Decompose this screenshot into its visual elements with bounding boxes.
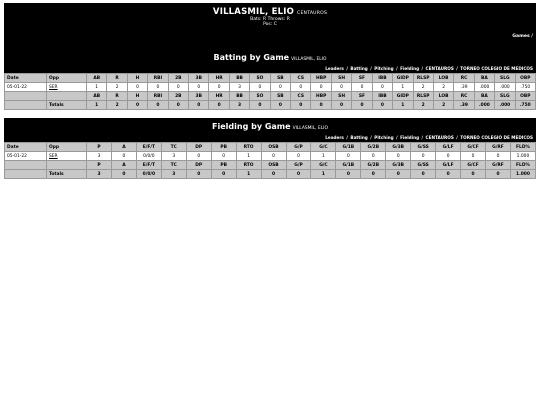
batting-col-header: OBP bbox=[515, 74, 535, 83]
fielding-total-cell: 0 bbox=[436, 170, 461, 179]
batting-col-header: BA bbox=[474, 92, 494, 101]
batting-table bbox=[4, 73, 536, 110]
fielding-cell: 1.000 bbox=[510, 152, 535, 161]
batting-col-header: SF bbox=[352, 74, 372, 83]
fielding-total-cell: 0 bbox=[211, 170, 236, 179]
batting-total-cell: Totals bbox=[47, 101, 87, 110]
batting-total-cell: 0 bbox=[209, 101, 229, 110]
batting-col-header: H bbox=[127, 74, 147, 83]
batting-header-row bbox=[5, 74, 536, 83]
batting-cell: 0 bbox=[352, 83, 372, 92]
batting-total-cell: 0 bbox=[270, 101, 290, 110]
fielding-cell: 3 bbox=[87, 152, 112, 161]
fielding-totals-row bbox=[5, 170, 536, 179]
batting-total-cell: 0 bbox=[189, 101, 209, 110]
batting-col-header: IBB bbox=[372, 92, 392, 101]
fielding-col-header: G/RF bbox=[486, 143, 511, 152]
fielding-col-header: RTO bbox=[236, 143, 261, 152]
batting-cell: 0 bbox=[291, 83, 311, 92]
fielding-col-header: E/F/T bbox=[136, 161, 161, 170]
table-row bbox=[5, 83, 536, 92]
fielding-cell: 0 bbox=[411, 152, 436, 161]
batting-total-cell: 2 bbox=[107, 101, 127, 110]
fielding-col-header: G/SS bbox=[411, 143, 436, 152]
fielding-cell: 0 bbox=[111, 152, 136, 161]
fielding-col-header: RTO bbox=[236, 161, 261, 170]
batting-total-cell: 2 bbox=[433, 101, 453, 110]
fielding-total-cell: 0 bbox=[336, 170, 361, 179]
fielding-total-cell: 0/0/0 bbox=[136, 170, 161, 179]
nav-link-tournament[interactable]: TORNEO COLEGIO DE MEDICOS bbox=[460, 135, 533, 140]
fielding-col-header: FLD% bbox=[510, 143, 535, 152]
batting-col-header: SO bbox=[250, 74, 270, 83]
fielding-total-cell: 0 bbox=[386, 170, 411, 179]
player-info bbox=[4, 17, 536, 27]
fielding-col-header: G/1B bbox=[336, 143, 361, 152]
batting-cell: 2 bbox=[413, 83, 433, 92]
batting-title bbox=[4, 53, 536, 62]
fielding-col-header: FLD% bbox=[510, 161, 535, 170]
batting-col-header: SF bbox=[352, 92, 372, 101]
fielding-col-header bbox=[47, 161, 87, 170]
nav-link-fielding[interactable]: Fielding bbox=[400, 66, 420, 71]
fielding-cell: 0 bbox=[386, 152, 411, 161]
batting-cell: 0 bbox=[372, 83, 392, 92]
batting-cell: 2 bbox=[107, 83, 127, 92]
batting-total-cell: 1 bbox=[393, 101, 413, 110]
batting-col-header: RLSP bbox=[413, 92, 433, 101]
batting-col-header: SH bbox=[331, 74, 351, 83]
fielding-col-header: G/C bbox=[311, 161, 336, 170]
batting-col-header: RC bbox=[454, 92, 474, 101]
batting-col-header: Date bbox=[5, 74, 47, 83]
nav-link-leaders[interactable]: Leaders bbox=[325, 135, 344, 140]
fielding-col-header: DP bbox=[186, 143, 211, 152]
fielding-total-cell: 0 bbox=[411, 170, 436, 179]
player-name: VILLASMIL, ELIO bbox=[212, 7, 295, 17]
batting-col-header: GIDP bbox=[393, 74, 413, 83]
batting-totals-header-row bbox=[5, 92, 536, 101]
batting-total-cell: 0 bbox=[311, 101, 331, 110]
batting-cell: .000 bbox=[495, 83, 515, 92]
batting-total-cell: 0 bbox=[372, 101, 392, 110]
fielding-cell: 0 bbox=[436, 152, 461, 161]
fielding-cell: 1 bbox=[311, 152, 336, 161]
batting-col-header: CS bbox=[291, 74, 311, 83]
fielding-col-header: Opp bbox=[47, 143, 87, 152]
batting-cell: 0 bbox=[311, 83, 331, 92]
fielding-total-cell: 3 bbox=[87, 170, 112, 179]
nav-link-tournament[interactable]: TORNEO COLEGIO DE MEDICOS bbox=[460, 66, 533, 71]
fielding-total-cell: 0 bbox=[486, 170, 511, 179]
fielding-col-header: TC bbox=[161, 143, 186, 152]
fielding-col-header: A bbox=[111, 143, 136, 152]
bats-throws: Bats: R Throws: R bbox=[250, 17, 290, 22]
batting-cell: 0 bbox=[270, 83, 290, 92]
fielding-col-header: G/LF bbox=[436, 143, 461, 152]
batting-cell: .39 bbox=[454, 83, 474, 92]
batting-cell: 0 bbox=[127, 83, 147, 92]
batting-nav-links: Leaders / Batting / Pitching / Fielding / CENTAUROS / TORNEO COLEGIO DE MEDICOS bbox=[325, 66, 533, 71]
batting-cell: 0 bbox=[148, 83, 168, 92]
batting-col-header bbox=[47, 92, 87, 101]
batting-col-header: AB bbox=[87, 92, 107, 101]
player-header bbox=[4, 3, 536, 49]
nav-link-fielding[interactable]: Fielding bbox=[400, 135, 420, 140]
batting-total-cell: 0 bbox=[250, 101, 270, 110]
batting-total-cell: 1 bbox=[87, 101, 107, 110]
batting-col-header: SB bbox=[270, 92, 290, 101]
fielding-header-row bbox=[5, 143, 536, 152]
batting-cell: 05-01-22 bbox=[5, 83, 47, 92]
fielding-cell: 0 bbox=[461, 152, 486, 161]
batting-col-header: 3B bbox=[189, 92, 209, 101]
nav-link-pitching[interactable]: Pitching bbox=[374, 135, 394, 140]
fielding-col-header: G/P bbox=[286, 161, 311, 170]
batting-col-header: HBP bbox=[311, 92, 331, 101]
nav-link-team[interactable]: CENTAUROS bbox=[425, 66, 454, 71]
fielding-total-cell: 0 bbox=[186, 170, 211, 179]
batting-total-cell: 0 bbox=[127, 101, 147, 110]
fielding-cell: 0 bbox=[361, 152, 386, 161]
batting-col-header: HR bbox=[209, 74, 229, 83]
batting-col-header: BB bbox=[229, 74, 249, 83]
batting-col-header: Opp bbox=[47, 74, 87, 83]
nav-link-batting[interactable]: Batting bbox=[350, 135, 368, 140]
batting-col-header: RLSP bbox=[413, 74, 433, 83]
fielding-col-header: OSB bbox=[261, 143, 286, 152]
batting-cell: 1 bbox=[87, 83, 107, 92]
fielding-col-header: G/C bbox=[311, 143, 336, 152]
fielding-col-header: G/CF bbox=[461, 161, 486, 170]
batting-total-cell: 2 bbox=[413, 101, 433, 110]
batting-section-header bbox=[4, 49, 536, 73]
fielding-col-header: E/F/T bbox=[136, 143, 161, 152]
batting-col-header: CS bbox=[291, 92, 311, 101]
fielding-col-header: DP bbox=[186, 161, 211, 170]
batting-cell: 0 bbox=[209, 83, 229, 92]
fielding-col-header: PB bbox=[211, 161, 236, 170]
games-link[interactable]: Games / bbox=[512, 34, 533, 39]
fielding-total-cell: 1 bbox=[236, 170, 261, 179]
fielding-col-header bbox=[5, 161, 47, 170]
fielding-col-header: G/1B bbox=[336, 161, 361, 170]
fielding-col-header: G/RF bbox=[486, 161, 511, 170]
batting-col-header: 2B bbox=[168, 92, 188, 101]
batting-cell: 0 bbox=[168, 83, 188, 92]
batting-col-header: IBB bbox=[372, 74, 392, 83]
batting-cell: 0 bbox=[250, 83, 270, 92]
batting-col-header: RC bbox=[454, 74, 474, 83]
fielding-col-header: Date bbox=[5, 143, 47, 152]
fielding-col-header: OSB bbox=[261, 161, 286, 170]
opponent-link[interactable]: SER bbox=[47, 83, 87, 92]
batting-col-header: 2B bbox=[168, 74, 188, 83]
fielding-col-header: G/P bbox=[286, 143, 311, 152]
batting-col-header: HR bbox=[209, 92, 229, 101]
fielding-total-cell: 1 bbox=[311, 170, 336, 179]
batting-total-cell: 0 bbox=[352, 101, 372, 110]
fielding-total-cell: 0 bbox=[461, 170, 486, 179]
fielding-cell: 0 bbox=[261, 152, 286, 161]
fielding-total-cell: 0 bbox=[361, 170, 386, 179]
fielding-subtitle: VILLASMIL, ELIO bbox=[292, 126, 328, 131]
nav-link-leaders[interactable]: Leaders bbox=[325, 66, 344, 71]
fielding-title bbox=[4, 122, 536, 131]
fielding-col-header: G/SS bbox=[411, 161, 436, 170]
batting-col-header: GIDP bbox=[393, 92, 413, 101]
batting-col-header: R bbox=[107, 74, 127, 83]
batting-col-header: OBP bbox=[515, 92, 535, 101]
fielding-cell: 05-01-22 bbox=[5, 152, 47, 161]
batting-col-header: SLG bbox=[495, 92, 515, 101]
fielding-cell: 3 bbox=[161, 152, 186, 161]
position: Pos: C bbox=[263, 22, 277, 27]
batting-cell: .750 bbox=[515, 83, 535, 92]
batting-cell: 3 bbox=[229, 83, 249, 92]
fielding-total-cell: 0 bbox=[261, 170, 286, 179]
batting-total-cell: .750 bbox=[515, 101, 535, 110]
batting-col-header: 3B bbox=[189, 74, 209, 83]
batting-cell: 0 bbox=[331, 83, 351, 92]
batting-col-header: SLG bbox=[495, 74, 515, 83]
fielding-cell: 1 bbox=[236, 152, 261, 161]
fielding-col-header: G/3B bbox=[386, 161, 411, 170]
fielding-total-cell: 0 bbox=[111, 170, 136, 179]
fielding-cell: 0 bbox=[336, 152, 361, 161]
fielding-total-cell: Totals bbox=[47, 170, 87, 179]
batting-col-header: LOB bbox=[433, 74, 453, 83]
batting-col-header: BB bbox=[229, 92, 249, 101]
batting-totals-row bbox=[5, 101, 536, 110]
fielding-col-header: P bbox=[87, 161, 112, 170]
fielding-cell: 0 bbox=[486, 152, 511, 161]
opponent-link[interactable]: SER bbox=[47, 152, 87, 161]
batting-col-header: H bbox=[127, 92, 147, 101]
batting-col-header: RBI bbox=[148, 92, 168, 101]
fielding-cell: 0 bbox=[186, 152, 211, 161]
batting-col-header: SO bbox=[250, 92, 270, 101]
batting-total-cell bbox=[5, 101, 47, 110]
batting-col-header: SH bbox=[331, 92, 351, 101]
fielding-cell: 0 bbox=[211, 152, 236, 161]
fielding-col-header: G/2B bbox=[361, 161, 386, 170]
batting-total-cell: 3 bbox=[229, 101, 249, 110]
batting-total-cell: 0 bbox=[148, 101, 168, 110]
fielding-total-cell: 0 bbox=[286, 170, 311, 179]
batting-total-cell: .000 bbox=[474, 101, 494, 110]
fielding-total-cell bbox=[5, 170, 47, 179]
fielding-col-header: PB bbox=[211, 143, 236, 152]
batting-total-cell: 0 bbox=[291, 101, 311, 110]
fielding-cell: 0/0/0 bbox=[136, 152, 161, 161]
batting-col-header: LOB bbox=[433, 92, 453, 101]
player-title bbox=[4, 7, 536, 17]
batting-col-header: R bbox=[107, 92, 127, 101]
fielding-totals-header-row bbox=[5, 161, 536, 170]
fielding-cell: 0 bbox=[286, 152, 311, 161]
table-row bbox=[5, 152, 536, 161]
page bbox=[4, 3, 536, 179]
batting-col-header: HBP bbox=[311, 74, 331, 83]
batting-cell: .000 bbox=[474, 83, 494, 92]
fielding-title-text: Fielding by Game bbox=[212, 122, 291, 131]
fielding-total-cell: 3 bbox=[161, 170, 186, 179]
batting-col-header: SB bbox=[270, 74, 290, 83]
section-gap bbox=[4, 110, 536, 118]
batting-cell: 0 bbox=[189, 83, 209, 92]
batting-col-header: RBI bbox=[148, 74, 168, 83]
batting-cell: 2 bbox=[433, 83, 453, 92]
batting-total-cell: .000 bbox=[495, 101, 515, 110]
fielding-col-header: G/3B bbox=[386, 143, 411, 152]
fielding-nav-links: Leaders / Batting / Pitching / Fielding / CENTAUROS / TORNEO COLEGIO DE MEDICOS bbox=[325, 135, 533, 140]
fielding-col-header: G/LF bbox=[436, 161, 461, 170]
batting-col-header: AB bbox=[87, 74, 107, 83]
fielding-total-cell: 1.000 bbox=[510, 170, 535, 179]
batting-total-cell: .39 bbox=[454, 101, 474, 110]
fielding-table bbox=[4, 142, 536, 179]
fielding-col-header: A bbox=[111, 161, 136, 170]
batting-subtitle: VILLASMIL, ELIO bbox=[291, 57, 327, 62]
player-team[interactable]: CENTAUROS bbox=[297, 11, 328, 16]
nav-link-pitching[interactable]: Pitching bbox=[374, 66, 394, 71]
fielding-col-header: P bbox=[87, 143, 112, 152]
fielding-col-header: TC bbox=[161, 161, 186, 170]
batting-col-header bbox=[5, 92, 47, 101]
nav-link-team[interactable]: CENTAUROS bbox=[425, 135, 454, 140]
fielding-section-header bbox=[4, 118, 536, 142]
batting-col-header: BA bbox=[474, 74, 494, 83]
batting-total-cell: 0 bbox=[331, 101, 351, 110]
batting-total-cell: 0 bbox=[168, 101, 188, 110]
batting-cell: 1 bbox=[393, 83, 413, 92]
fielding-col-header: G/2B bbox=[361, 143, 386, 152]
batting-title-text: Batting by Game bbox=[213, 53, 290, 62]
fielding-col-header: G/CF bbox=[461, 143, 486, 152]
nav-link-batting[interactable]: Batting bbox=[350, 66, 368, 71]
